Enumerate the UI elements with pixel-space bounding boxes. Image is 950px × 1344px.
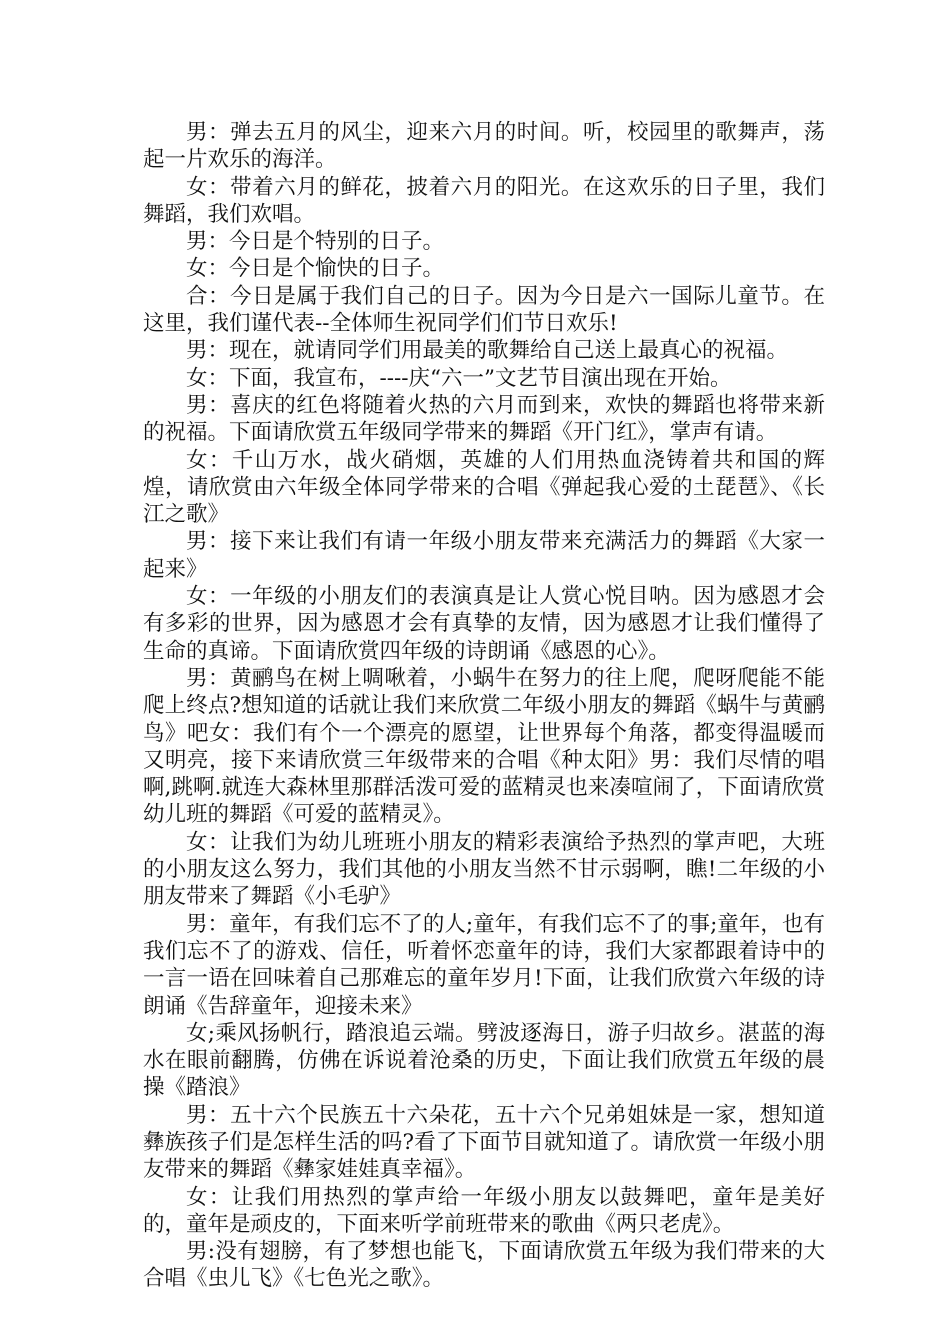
script-paragraph: 女：让我们为幼儿班班小朋友的精彩表演给予热烈的掌声吧，大班的小朋友这么努力，我们其他的小朋友当然不甘示弱啊，瞧!二年级的小朋友带来了舞蹈《小毛驴》: [143, 829, 825, 910]
script-paragraph: 男：弹去五月的风尘，迎来六月的时间。听，校园里的歌舞声，荡起一片欢乐的海洋。: [143, 120, 825, 173]
script-paragraph: 女：带着六月的鲜花，披着六月的阳光。在这欢乐的日子里，我们舞蹈，我们欢唱。: [143, 174, 825, 227]
script-paragraph: 女：让我们用热烈的掌声给一年级小朋友以鼓舞吧，童年是美好的，童年是顽皮的，下面来听学前班带来的歌曲《两只老虎》。: [143, 1184, 825, 1237]
script-paragraph: 男：喜庆的红色将随着火热的六月而到来，欢快的舞蹈也将带来新的祝福。下面请欣赏五年级同学带来的舞蹈《开门红》，掌声有请。: [143, 392, 825, 446]
script-paragraph: 男：今日是个特别的日子。: [186, 229, 445, 255]
script-paragraph: 男：五十六个民族五十六朵花，五十六个兄弟姐妹是一家，想知道彝族孩子们是怎样生活的吗?看了下面节目就知道了。请欣赏一年级小朋友带来的舞蹈《彝家娃娃真幸福》。: [143, 1102, 825, 1183]
script-paragraph: 男：黄鹂鸟在树上啁啾着，小蜗牛在努力的往上爬，爬呀爬能不能爬上终点?想知道的话就让我们来欣赏二年级小朋友的舞蹈《蜗牛与黄鹂鸟》吧女：我们有个一个漂亮的愿望，让世界每个角落，都变得温暖而又明亮，接下来请欣赏三年级带来的合唱《种太阳》男：我们尽情的唱啊,跳啊.就连大森林里那群活泼可爱的蓝精灵也来凑喧闹了，下面请欣赏幼儿班的舞蹈《可爱的蓝精灵》。: [143, 665, 825, 828]
script-paragraph: 男：接下来让我们有请一年级小朋友带来充满活力的舞蹈《大家一起来》: [143, 529, 825, 582]
script-paragraph: 女：千山万水，战火硝烟，英雄的人们用热血浇铸着共和国的辉煌，请欣赏由六年级全体同学带来的合唱《弹起我心爱的土琵琶》、《长江之歌》: [143, 447, 825, 528]
script-paragraph: 男：童年，有我们忘不了的人;童年，有我们忘不了的事;童年，也有我们忘不了的游戏、信任，听着怀恋童年的诗，我们大家都跟着诗中的一言一语在回味着自己那难忘的童年岁月!下面，让我们欣赏六年级的诗朗诵《告辞童年，迎接未来》: [143, 911, 825, 1019]
script-paragraph: 男:没有翅膀，有了梦想也能飞，下面请欣赏五年级为我们带来的大合唱《虫儿飞》《七色光之歌》。: [143, 1239, 825, 1292]
script-paragraph: 女：下面，我宣布，----庆“六一”文艺节目演出现在开始。: [186, 365, 732, 391]
script-paragraph: 女;乘风扬帆行，踏浪追云端。劈波逐海日，游子归故乡。湛蓝的海水在眼前翻腾，仿佛在诉说着沧桑的历史，下面让我们欣赏五年级的晨操《踏浪》: [143, 1020, 825, 1101]
script-paragraph: 女：一年级的小朋友们的表演真是让人赏心悦目呐。因为感恩才会有多彩的世界，因为感恩才会有真挚的友情，因为感恩才让我们懂得了生命的真谛。下面请欣赏四年级的诗朗诵《感恩的心》。: [143, 584, 825, 664]
document-body: [143, 119, 825, 1293]
script-paragraph: 合：今日是属于我们自己的日子。因为今日是六一国际儿童节。在这里，我们谨代表--全体师生祝同学们们节日欢乐!: [143, 283, 825, 337]
script-paragraph: 男：现在，就请同学们用最美的歌舞给自己送上最真心的祝福。: [186, 338, 789, 364]
script-paragraph: 女：今日是个愉快的日子。: [186, 256, 445, 282]
